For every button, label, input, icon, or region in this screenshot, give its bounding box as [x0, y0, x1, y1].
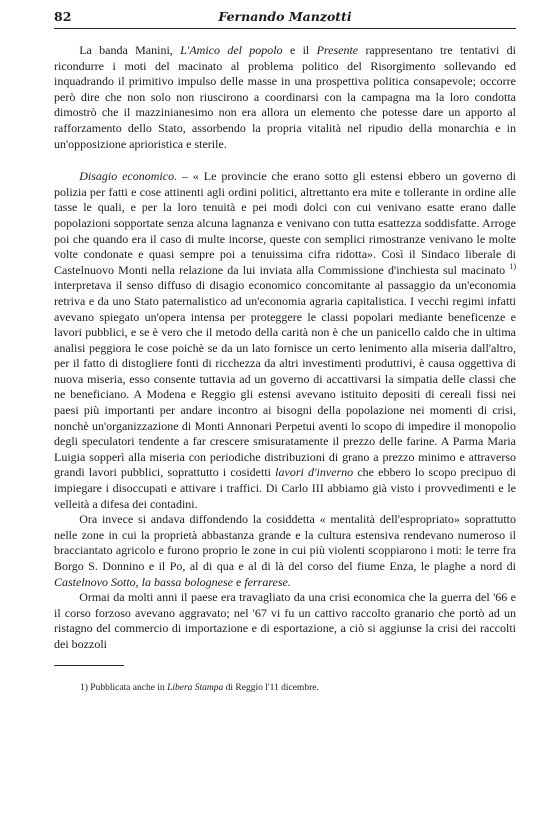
- footnote-mark: 1): [80, 682, 88, 693]
- paragraph-crisi-economica: [54, 590, 516, 652]
- body-text: [54, 43, 516, 653]
- italic-place: ferrarese.: [244, 574, 291, 589]
- text-run: interpretava il senso diffuso di disagio economico concomitante al passaggio da un'economia retriva e da uno Stato paternalistico ad un'economia agraria capitalistica. I vecchi regimi infatti avevano spiegato un'opera intensa per proteggere le classi popolari mediante beneficenze e lavori pubblici, e se è vero che il metodo della carità non è che un panicello caldo che in ultima analisi peggiora le cose poichè se da un lato fornisce un certo lenimento alla miseria dall'altro, per il fatto di distogliere fonti di ricchezza da altri investimenti produttivi, è causa oggettiva di nuova miseria, esso consente tuttavia ad un governo di accattivarsi la simpatia delle classi che ne beneficiano. A Modena e Reggio gli estensi avevano istituito depositi di cereali fissi nei paesi più importanti per andare incontro ai bisogni della popolazione nei momenti di crisi, nonchè un'organizzazione di Monti Annonari Perpetui aventi lo scopo di impedire il monopolio degli speculatori tendente a far crescere smisuratamente il prezzo delle farine. A Parma Maria Luigia sopperì alla miseria con periodiche distribuzioni di grano a prezzo minimo e attraverso grandi lavori pubblici, soprattutto i cosidetti: [54, 278, 516, 480]
- paragraph-mentalita-espropriato: [54, 512, 516, 590]
- text-run: e il: [282, 43, 317, 57]
- section-heading: Disagio economico.: [79, 169, 178, 184]
- text-run: La banda Manini,: [79, 43, 181, 57]
- italic-term: lavori d'inverno: [275, 465, 354, 480]
- text-run: Ora invece si andava diffondendo la cosiddetta « mentalità dell'espropriato» soprattutto nelle zone in cui la proprietà abbastanza grande e la cultura estensiva rendevano numeroso il bracciantato agricolo e furono proprio le zone in cui più violenti scoppiarono i moti: le terre fra Borgo S. Donnino e il Po, al di qua e al di là del corso del fiume Enza, le plaghe a nord di: [54, 512, 516, 573]
- footnote-divider: [54, 665, 124, 666]
- page-header: [54, 6, 516, 29]
- text-run: rappresentano tre tentativi di ricondurre i moti del macinato al problema politico del Risorgimento sollevando ed inquadrando il primitivo impulso delle masse in una prospettiva politica consapevole; occorre però dire che non solo non riuscirono a coordinarsi con la campagna ma la loro condotta dimostrò che il mazzinianesimo non era allora un elemento che potesse dare un apporto al rafforzamento dello Stato, assorbendo la propria vitalità nel ripudio della monarchia e in un'opposizione aprioristica e sterile.: [54, 43, 516, 151]
- text-run: di Reggio l'11 dicembre.: [223, 682, 319, 693]
- running-head: Fernando Manzotti: [218, 9, 352, 24]
- italic-place: Castelnovo Sotto, la bassa bolognese: [54, 574, 233, 589]
- paragraph-banda-manini: [54, 43, 516, 152]
- paragraph-disagio-economico: [54, 169, 516, 512]
- text-run: Pubblicata anche in: [87, 682, 168, 693]
- italic-title: Libera Stampa: [167, 682, 224, 693]
- text-run: – « Le provincie che erano sotto gli estensi ebbero un governo di polizia per fatti e cose attinenti agli ordini politici, altrettanto era mite e tollerante in ordine alle tasse le quali, e per la loro tenuità e pei modi dolci con cui venivano esatte erano dalle popolazioni sopportate senza alcuna lagnanza e venivano con tutta esattezza soddisfatte. Arroge poi che quando era il caso di multe incorse, queste con semplici rimostranze venivano le molte volte condonate e quasi sempre poi a tenuissima cifra ridotta». Così il Sindaco liberale di Castelnuovo Monti nella relazione da lui inviata alla Commissione d'inchiesta sul macinato: [54, 169, 517, 277]
- footnote-reference: 1): [509, 261, 516, 271]
- book-page: [54, 6, 516, 695]
- italic-title: L'Amico del popolo: [180, 43, 283, 57]
- page-number: 82: [54, 9, 72, 24]
- text-run: che ebbero lo scopo precipuo di impiegare i disoccupati e attivare i traffici. Di Carlo III abbiamo già visto i provvedimenti e le velleità a difesa dei contadini.: [54, 465, 516, 511]
- footnote: [54, 682, 516, 695]
- text-run: Ormai da molti anni il paese era travagliato da una crisi economica che la guerra del '66 e il corso forzoso avevano aggravato; nel '67 vi fu un cattivo raccolto granario che portò ad un ristagno del commercio di importazione e di esportazione, a ciò si aggiunse la crisi dei raccolti dei bozzoli: [54, 590, 516, 651]
- italic-title: Presente: [316, 43, 359, 57]
- text-run: e: [233, 574, 245, 589]
